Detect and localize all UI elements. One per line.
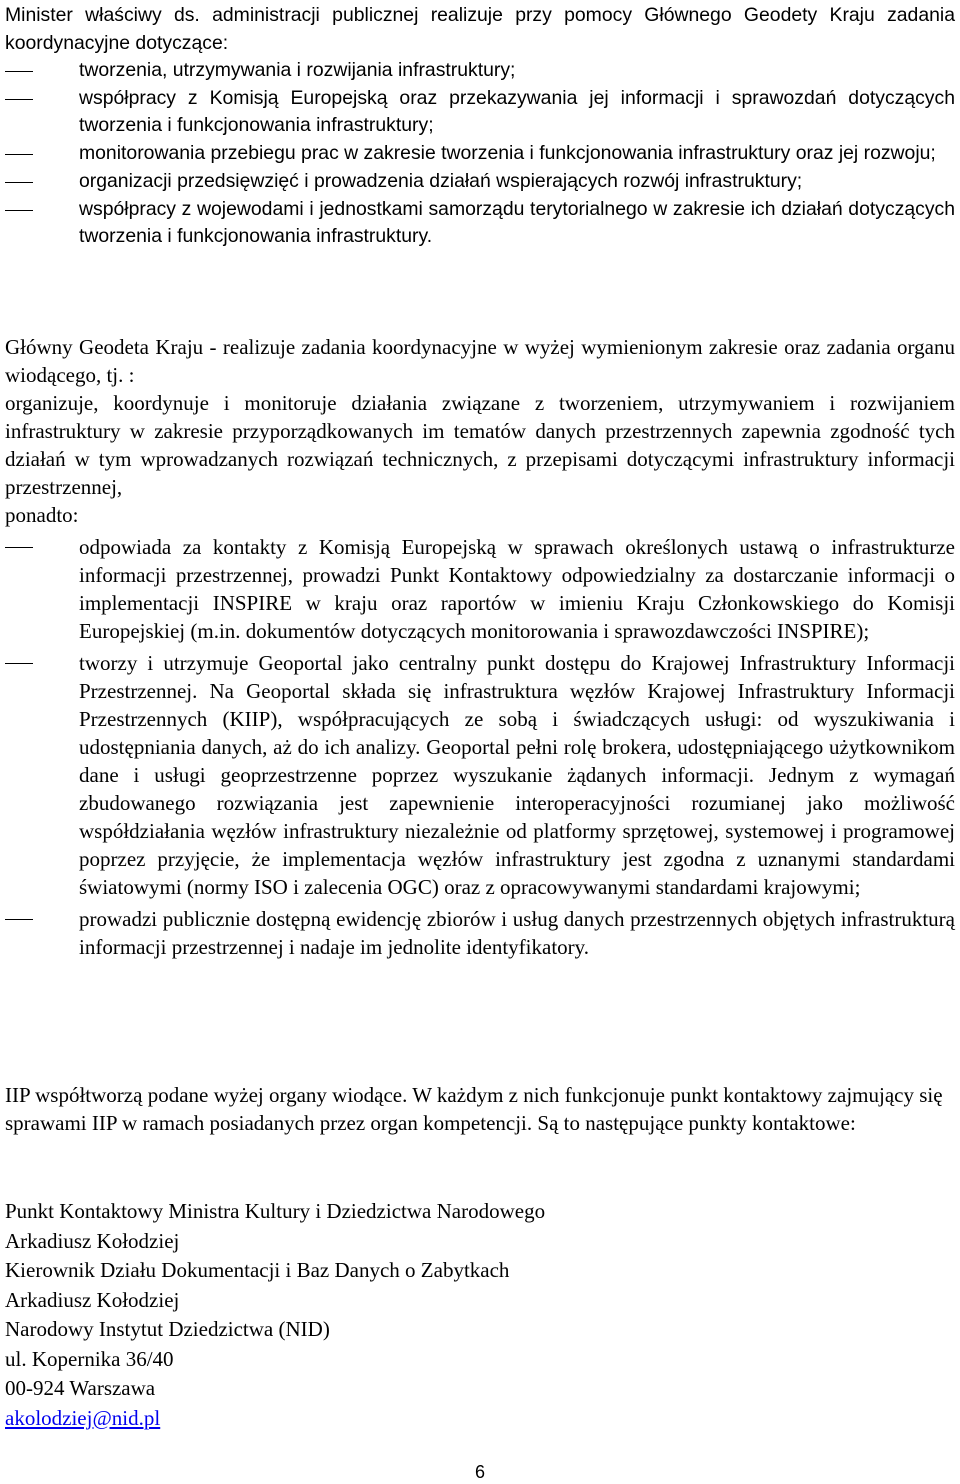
contact-section: [5, 1197, 955, 1433]
contact-line: Narodowy Instytut Dziedzictwa (NID): [5, 1317, 330, 1341]
gg-lead-paragraph: Główny Geodeta Kraju - realizuje zadania koordynacyjne w wyżej wymienionym zakresie oraz zadania organu wiodącego, tj. :: [5, 335, 955, 387]
list-item: prowadzi publicznie dostępną ewidencję zbiorów i usług danych przestrzennych objętych infrastrukturą informacji przestrzennej i nadaje im jednolite identyfikatory.: [5, 905, 955, 961]
list-item: tworzy i utrzymuje Geoportal jako centralny punkt dostępu do Krajowej Infrastruktury Informacji Przestrzennej. Na Geoportal składa się infrastruktura węzłów Krajowej Infrastruktury Informacji Przestrzennych (KIIP), współpracujących ze sobą i świadczących usługi: od wyszukiwania i udostępniania danych, aż do ich analizy. Geoportal pełni rolę brokera, udostępniającego użytkownikom dane i usługi geoprzestrzenne poprzez wyszukanie żądanych informacji. Jednym z wymagań zbudowanego rozwiązania jest zapewnienie interoperacyjności rozumianej jako możliwość współdziałania węzłów infrastruktury niezależnie od platformy sprzętowej, systemowej i programowej poprzez przyjęcie, że implementacja węzłów infrastruktury jest zgodna z uznanymi standardami światowymi (normy ISO i zalecenia OGC) oraz z opracowywanymi standardami krajowymi;: [5, 649, 955, 901]
intro-paragraph: Minister właściwy ds. administracji publicznej realizuje przy pomocy Głównego Geodety Kraju zadania koordynacyjne dotyczące:: [5, 4, 955, 54]
contact-line: Punkt Kontaktowy Ministra Kultury i Dziedzictwa Narodowego: [5, 1199, 546, 1223]
list-item: odpowiada za kontakty z Komisją Europejską w sprawach określonych ustawą o infrastrukturze informacji przestrzennej, prowadzi Punkt Kontaktowy odpowiedzialny za dostarczanie informacji o implementacji INSPIRE w kraju oraz raportów w imieniu Kraju Członkowskiego do Komisji Europejskiej (m.in. dokumentów dotyczących monitorowania i sprawozdawczości INSPIRE);: [5, 533, 955, 645]
gg-list: [5, 533, 955, 961]
gg-section: [5, 333, 955, 961]
intro-section: [5, 1, 955, 251]
gg-body-paragraph: organizuje, koordynuje i monitoruje działania związane z tworzeniem, utrzymywaniem i rozwijaniem infrastruktury w zakresie przyporządkowanych im tematów danych przestrzennych zapewnia zgodność tych działań w tym wprowadzanych rozwiązań technicznych, z przepisami dotyczącymi infrastruktury informacji przestrzennej,: [5, 391, 955, 499]
page-number: 6: [474, 1462, 485, 1482]
list-item: współpracy z Komisją Europejską oraz przekazywania jej informacji i sprawozdań dotyczących tworzenia i funkcjonowania infrastruktury;: [5, 85, 955, 140]
contact-line: Kierownik Działu Dokumentacji i Baz Danych o Zabytkach: [5, 1258, 510, 1282]
gg-ponadto-label: ponadto:: [5, 503, 79, 527]
list-item: monitorowania przebiegu prac w zakresie tworzenia i funkcjonowania infrastruktury oraz jej rozwoju;: [5, 140, 955, 168]
contact-line: ul. Kopernika 36/40: [5, 1346, 174, 1371]
list-item: organizacji przedsięwzięć i prowadzenia działań wspierających rozwój infrastruktury;: [5, 168, 955, 196]
list-item: współpracy z wojewodami i jednostkami samorządu terytorialnego w zakresie ich działań dotyczących tworzenia i funkcjonowania infrastruktury.: [5, 196, 955, 251]
contact-line: Arkadiusz Kołodziej: [5, 1287, 180, 1312]
contact-line: 00-924 Warszawa: [5, 1376, 156, 1400]
email-link[interactable]: akolodziej@nid.pl: [5, 1405, 161, 1430]
list-item: tworzenia, utrzymywania i rozwijania infrastruktury;: [5, 57, 955, 85]
contact-line: Arkadiusz Kołodziej: [5, 1228, 180, 1253]
intro-list: [5, 57, 955, 251]
iip-paragraph: IIP współtworzą podane wyżej organy wiodące. W każdym z nich funkcjonuje punkt kontaktowy zajmujący się sprawami IIP w ramach posiadanych przez organ kompetencji. Są to następujące punkty kontaktowe:: [5, 1083, 943, 1135]
iip-section: [5, 1081, 955, 1137]
